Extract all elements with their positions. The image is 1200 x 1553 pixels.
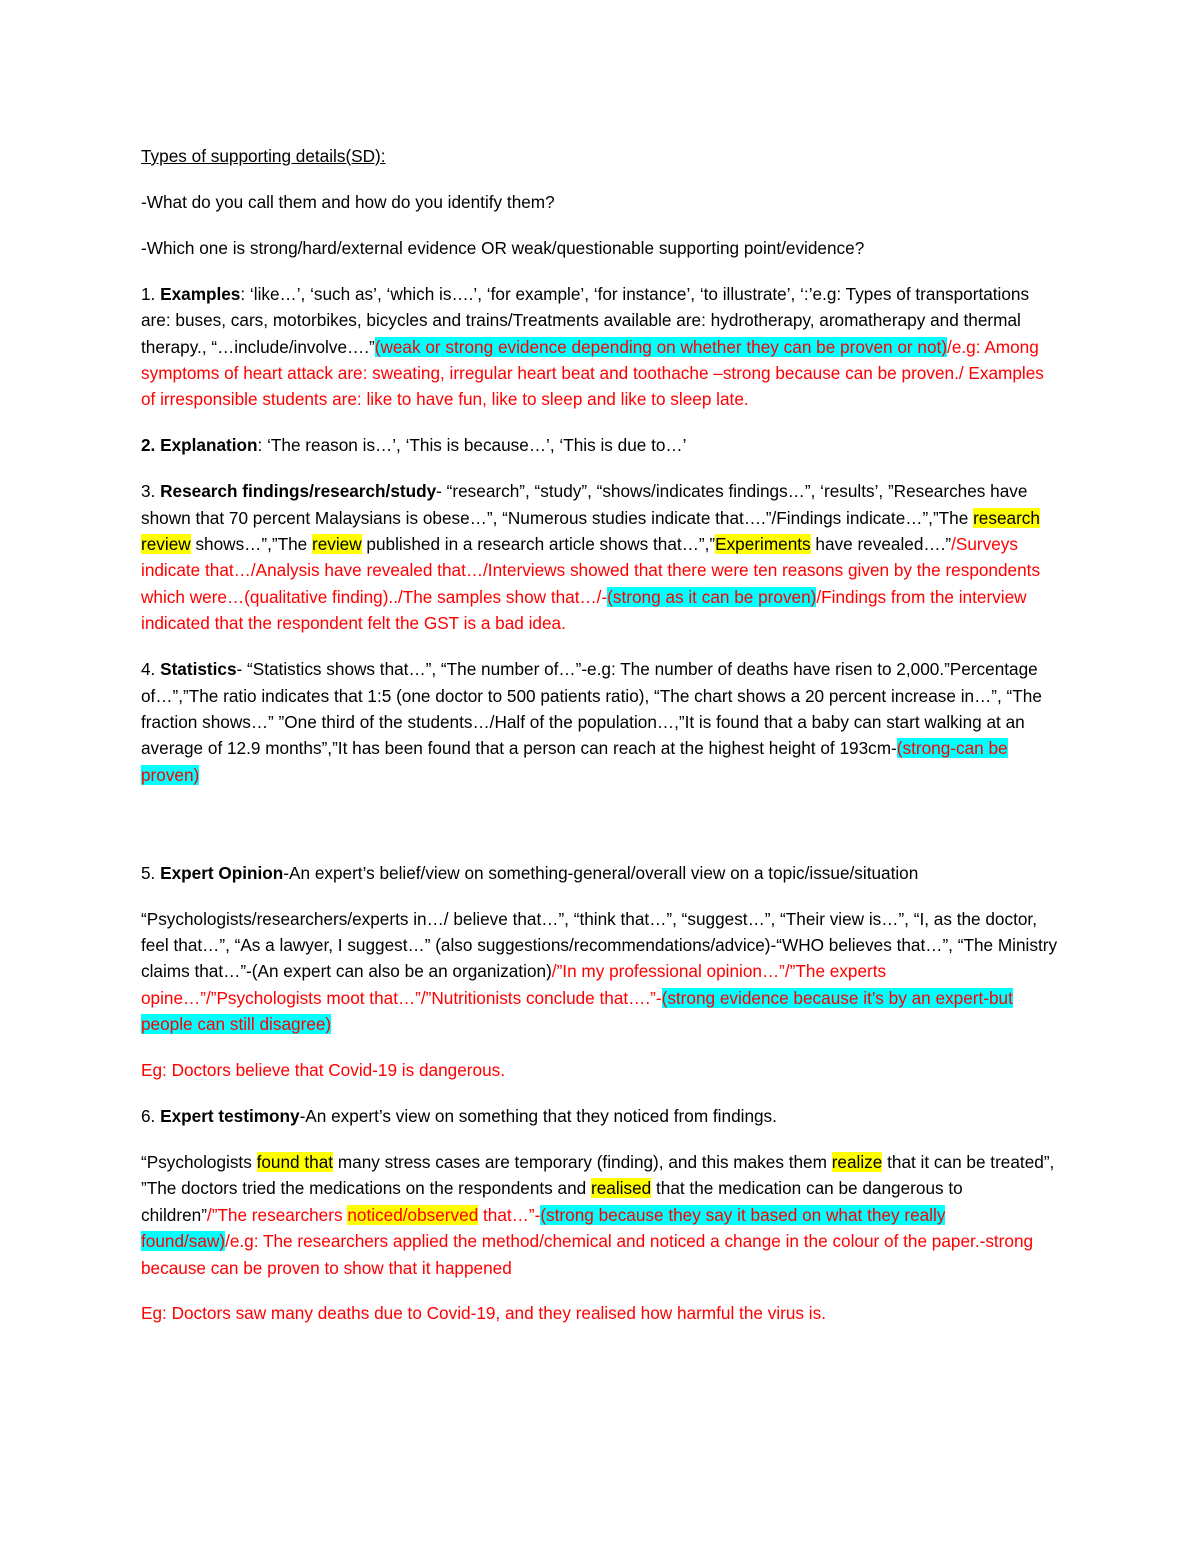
section-text: published in a research article shows that…”,” xyxy=(361,533,716,554)
section-number: 1. xyxy=(141,283,161,304)
section-text: - “research”, “study”, “shows/indicates findings…”, ‘results’, ”Researches have shown that 70 percent Malaysians is obese…”, “Numerous studies indicate that….”/Findings indicate…”,”The xyxy=(141,481,1028,528)
section-text: -An expert’s belief/view on something-general/overall view on a topic/issue/situation xyxy=(283,862,919,883)
section-statistics xyxy=(141,656,1061,788)
yellow-highlight: Experiments xyxy=(715,533,811,554)
section-number: 3. xyxy=(141,481,161,502)
highlight-note: (strong because they say it based on what they really found/saw) xyxy=(141,1204,946,1252)
section-text: shows…”,”The xyxy=(190,533,312,554)
section-text: many stress cases are temporary (finding), and this makes them xyxy=(333,1151,832,1172)
section-number: 4. xyxy=(141,659,161,680)
section-text: that the medication can be dangerous to children” xyxy=(141,1178,963,1225)
red-note: /”The researchers xyxy=(206,1204,348,1225)
section-text: - “Statistics shows that…”, “The number of…”-e.g: The number of deaths have risen to 2,000.”Percentage of…”,”The ratio indicates that 1:5 (one doctor to 500 patients ratio), “The chart shows a 20 percent increase in…”, “The fraction shows…” ”One third of the students…/Half of the population…,”It is found that a baby can start walking at an average of 12.9 months”,”It has been found that a person can reach at the highest height of 193cm- xyxy=(141,659,1042,759)
highlight-note: (strong-can be proven) xyxy=(141,738,1008,785)
section-expert-testimony xyxy=(141,1103,1061,1129)
question-1: -What do you call them and how do you identify them? xyxy=(141,191,555,212)
document-title xyxy=(141,143,1061,169)
yellow-highlight: found that xyxy=(256,1151,334,1172)
expert-testimony-example: Eg: Doctors saw many deaths due to Covid-19, and they realised how harmful the virus is. xyxy=(141,1303,826,1324)
red-note: /Findings from the interview indicated that the respondent felt the GST is a bad idea. xyxy=(141,586,1027,634)
red-note: /Surveys indicate that…/Analysis have revealed that…/Interviews showed that there were ten reasons given by the respondents which were…(qualitative finding)../The samples show that…/- xyxy=(141,533,1041,607)
yellow-highlight: realize xyxy=(831,1151,883,1172)
title-text: Types of supporting details(SD): xyxy=(141,146,386,166)
spacer xyxy=(141,808,1061,860)
highlight-note: (weak or strong evidence depending on whether they can be proven or not) xyxy=(374,336,948,357)
section-expert-opinion xyxy=(141,860,1061,886)
section-text: “Psychologists/researchers/experts in…/ believe that…”, “think that…”, “suggest…”, “Their view is…”, “I, as the doctor, feel that…”, “As a lawyer, I suggest…” (also suggestions/recommendations/advice)-“WHO believes that…”, “The Ministry claims that…”-(An expert can also be an organization) xyxy=(141,908,1058,982)
red-note: /”In my professional opinion…”/”The experts opine…”/”Psychologists moot that…”/”Nutritionists conclude that….”- xyxy=(141,961,887,1008)
yellow-highlight: review xyxy=(311,533,362,554)
expert-opinion-example: Eg: Doctors believe that Covid-19 is dangerous. xyxy=(141,1060,506,1081)
section-heading: Examples xyxy=(160,283,241,304)
section-number: 5. xyxy=(141,862,161,883)
yellow-highlight: research review xyxy=(141,507,1040,554)
yellow-highlight: noticed/observed xyxy=(347,1204,479,1225)
section-text: have revealed….” xyxy=(810,533,952,554)
expert-opinion-detail xyxy=(141,906,1061,1038)
document-page xyxy=(141,143,1061,1346)
section-text: : ‘The reason is…’, ‘This is because…’, ‘This is due to…’ xyxy=(257,435,687,456)
expert-testimony-detail xyxy=(141,1149,1061,1281)
section-text: “Psychologists xyxy=(141,1151,257,1172)
section-text: : ‘like…’, ‘such as’, ‘which is….’, ‘for example’, ‘for instance’, ‘to illustrate’, ‘:’e.g: Types of transportations are: buses, cars, motorbikes, bicycles and trains/Treatments available are: hydrotherapy, aromatherapy and thermal therapy., “…include/involve….” xyxy=(141,283,1030,357)
section-heading: Research findings/research/study xyxy=(160,481,437,502)
red-note: that…”- xyxy=(478,1204,541,1225)
section-examples xyxy=(141,281,1061,413)
highlight-note: (strong evidence because it’s by an expert-but people can still disagree) xyxy=(141,987,1013,1035)
yellow-highlight: realised xyxy=(591,1178,652,1199)
section-heading-text: Explanation xyxy=(160,435,258,456)
section-heading: Expert Opinion xyxy=(160,862,284,883)
red-note: /e.g: Among symptoms of heart attack are: sweating, irregular heart beat and toothache –strong because can be proven./ Examples of irresponsible students are: like to have fun, like to sleep and like to sleep late. xyxy=(141,336,1044,410)
question-2: -Which one is strong/hard/external evidence OR weak/questionable supporting point/evidence? xyxy=(141,237,865,258)
section-heading: Statistics xyxy=(160,659,237,680)
section-research xyxy=(141,478,1061,636)
section-explanation xyxy=(141,432,1061,458)
highlight-note: (strong as it can be proven) xyxy=(607,586,817,607)
section-text: that it can be treated”, ”The doctors tried the medications on the respondents and xyxy=(141,1151,1055,1199)
section-heading xyxy=(141,435,258,455)
section-heading: Expert testimony xyxy=(160,1105,300,1126)
section-number: 2. xyxy=(141,435,161,456)
section-number: 6. xyxy=(141,1105,161,1126)
section-text: -An expert’s view on something that they noticed from findings. xyxy=(299,1105,777,1126)
red-note: /e.g: The researchers applied the method/chemical and noticed a change in the colour of the paper.-strong because can be proven to show that it happened xyxy=(141,1231,1034,1278)
